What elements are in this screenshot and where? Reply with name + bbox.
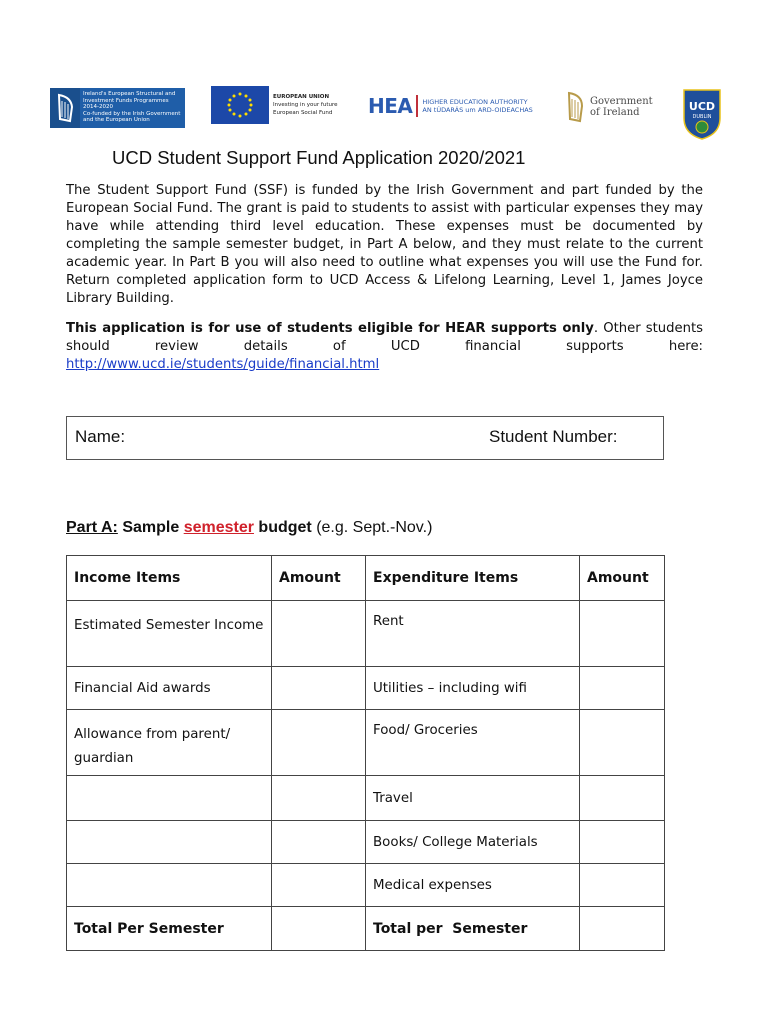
header-expenditure-items: Expenditure Items — [366, 556, 580, 601]
income-item: Financial Aid awards — [67, 667, 272, 710]
hea-logo — [368, 94, 533, 118]
gov-line-1: Government — [590, 96, 653, 107]
hea-mark: HEA — [368, 94, 413, 118]
income-item: Allowance from parent/ guardian — [67, 710, 272, 776]
income-amount-cell[interactable] — [272, 667, 366, 710]
total-expenditure-label: Total per Semester — [366, 907, 580, 951]
expenditure-item: Rent — [366, 601, 580, 667]
esif-line-4: Co-funded by the Irish Government — [83, 110, 181, 117]
part-a-semester: semester — [183, 519, 254, 536]
part-a-sample: Sample — [122, 519, 180, 536]
part-a-label: Part A: — [66, 519, 118, 536]
hea-line-1: HIGHER EDUCATION AUTHORITY — [422, 98, 528, 106]
total-income-label: Total Per Semester — [67, 907, 272, 951]
header-expenditure-amount: Amount — [580, 556, 665, 601]
ucd-crest — [682, 88, 722, 144]
expenditure-amount-cell[interactable] — [580, 864, 665, 907]
esif-logo — [50, 88, 185, 128]
income-item — [67, 821, 272, 864]
part-a-heading — [66, 519, 432, 537]
expenditure-item: Medical expenses — [366, 864, 580, 907]
income-amount-cell[interactable] — [272, 821, 366, 864]
income-amount-cell[interactable] — [272, 864, 366, 907]
total-expenditure-amount-cell[interactable] — [580, 907, 665, 951]
income-item — [67, 864, 272, 907]
header-income-items: Income Items — [67, 556, 272, 601]
eu-flag-icon — [211, 86, 269, 124]
table-total-row — [67, 907, 665, 951]
eu-logo — [211, 86, 338, 124]
eligibility-bold: This application is for use of students eligible for HEAR supports only — [66, 321, 594, 336]
income-amount-cell[interactable] — [272, 601, 366, 667]
income-amount-cell[interactable] — [272, 710, 366, 776]
income-amount-cell[interactable] — [272, 776, 366, 821]
part-a-budget: budget — [258, 519, 312, 536]
financial-supports-link[interactable]: http://www.ucd.ie/students/guide/financial.html — [66, 357, 380, 372]
eligibility-rest: . Other students should review details of UCD financial supports here: — [66, 321, 704, 354]
esif-line-3: 2014-2020 — [83, 104, 113, 110]
page-title: UCD Student Support Fund Application 2020/2021 — [112, 147, 526, 168]
ucd-crest-subtext: DUBLIN — [692, 114, 712, 120]
expenditure-amount-cell[interactable] — [580, 776, 665, 821]
esif-line-2: Investment Funds Programmes — [83, 97, 169, 104]
table-row — [67, 864, 665, 907]
name-box[interactable] — [66, 416, 664, 460]
table-row — [67, 776, 665, 821]
expenditure-item: Food/ Groceries — [366, 710, 580, 776]
table-row — [67, 601, 665, 667]
eu-line-3: European Social Fund — [273, 110, 333, 116]
government-of-ireland-logo — [564, 90, 653, 124]
gov-harp-icon — [564, 90, 586, 124]
expenditure-amount-cell[interactable] — [580, 667, 665, 710]
eu-line-2: Investing in your future — [273, 102, 338, 108]
header-income-amount: Amount — [272, 556, 366, 601]
intro-paragraph: The Student Support Fund (SSF) is funded by the Irish Government and part funded by the European Social Fund. The grant is paid to students to assist with particular expenses they may have while attending third level education. These expenses must be documented by completing the sample semester budget, in Part A below, and they must relate to the current academic year. In Part B you will also need to outline what expenses you will use the Fund for. Return completed application form to UCD Access & Lifelong Learning, Level 1, James Joyce Library Building. — [66, 183, 703, 306]
esif-line-1: Ireland's European Structural and — [83, 91, 176, 97]
expenditure-item: Utilities – including wifi — [366, 667, 580, 710]
part-a-example: (e.g. Sept.-Nov.) — [316, 519, 433, 536]
ucd-crest-text: UCD — [688, 100, 716, 113]
expenditure-amount-cell[interactable] — [580, 601, 665, 667]
student-number-label: Student Number: — [489, 427, 618, 446]
gov-line-2: of Ireland — [590, 107, 640, 118]
harp-icon — [50, 88, 80, 128]
expenditure-item: Books/ College Materials — [366, 821, 580, 864]
table-header-row — [67, 556, 665, 601]
hea-line-2: AN tÚDARÁS um ARD-OIDEACHAS — [422, 106, 533, 114]
income-item: Estimated Semester Income — [67, 601, 272, 667]
table-row — [67, 821, 665, 864]
expenditure-item: Travel — [366, 776, 580, 821]
income-item — [67, 776, 272, 821]
eligibility-paragraph — [66, 320, 703, 374]
logo-strip — [48, 86, 728, 134]
expenditure-amount-cell[interactable] — [580, 710, 665, 776]
total-income-amount-cell[interactable] — [272, 907, 366, 951]
table-row — [67, 710, 665, 776]
esif-line-5: and the European Union — [83, 117, 150, 123]
budget-table — [66, 555, 665, 951]
name-label: Name: — [75, 427, 126, 446]
table-row — [67, 667, 665, 710]
eu-line-1: EUROPEAN UNION — [273, 94, 330, 100]
expenditure-amount-cell[interactable] — [580, 821, 665, 864]
